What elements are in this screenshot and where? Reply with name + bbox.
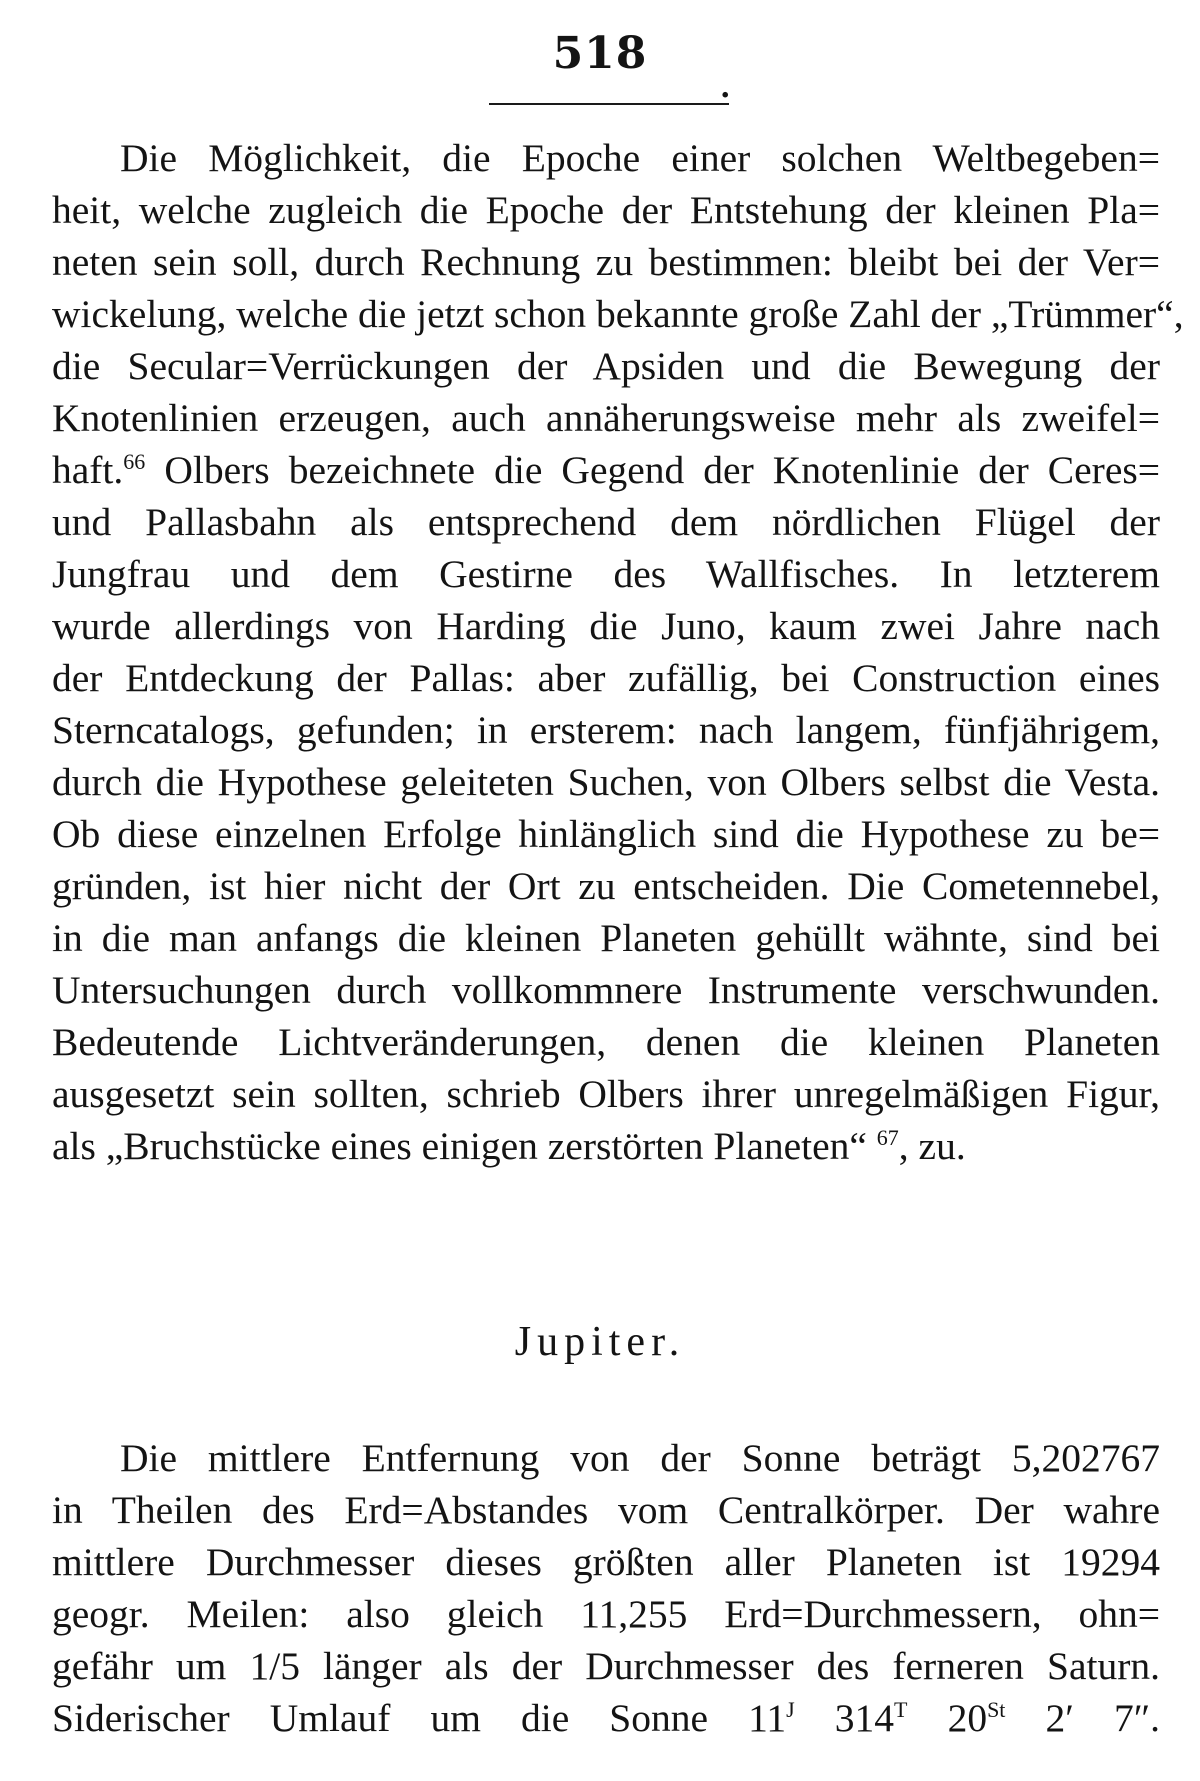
text-fragment: länger als der Durchmesser des ferneren Saturn. [323,1644,1160,1688]
text-line: mittlere Durchmesser dieses größten aller Planeten ist 19294 [52,1540,1160,1584]
footnote-ref-67: 67 [876,1124,899,1150]
orbit-hours: 20 [947,1696,988,1740]
text-fragment: Olbers bezeichnete die Gegend der Knotenlinie der Ceres= [164,448,1160,492]
text-fragment: als „Bruchstücke eines einigen zerstörten Planeten“ [52,1124,867,1168]
header-rule [489,103,729,105]
text-line-with-footnote [52,1118,1160,1174]
text-line: der Entdeckung der Pallas: aber zufällig, bei Construction eines [52,656,1160,700]
orbit-years-unit: J [786,1696,795,1722]
text-line: durch die Hypothese geleiteten Suchen, von Olbers selbst die Vesta. [52,760,1160,804]
page-number: 518 [552,28,648,79]
footnote-ref-66: 66 [123,448,146,474]
fraction: 1/5 [249,1644,300,1688]
text-line: in Theilen des Erd=Abstandes vom Centralkörper. Der wahre [52,1488,1160,1532]
text-line: geogr. Meilen: also gleich 11,255 Erd=Durchmessern, ohn= [52,1592,1160,1636]
section-heading: Jupiter. [514,1319,686,1365]
text-line: gründen, ist hier nicht der Ort zu entscheiden. Die Cometennebel, [52,864,1160,908]
text-fragment: , zu. [898,1124,966,1168]
text-line: Ob diese einzelnen Erfolge hinlänglich sind die Hypothese zu be= [52,812,1160,856]
text-line: wickelung, welche die jetzt schon bekannte große Zahl der „Trümmer“, [52,292,1184,336]
text-line: Sterncatalogs, gefunden; in ersterem: nach langem, fünfjährigem, [52,708,1160,752]
text-fragment: Siderischer Umlauf um die Sonne [52,1696,709,1740]
text-line: Die mittlere Entfernung von der Sonne beträgt 5,202767 [120,1436,1160,1480]
orbit-years: 11 [748,1696,787,1740]
text-line: heit, welche zugleich die Epoche der Entstehung der kleinen Pla= [52,188,1160,232]
text-line: Die Möglichkeit, die Epoche einer solchen Weltbegeben= [120,136,1160,180]
orbit-days: 314 [834,1696,895,1740]
text-line: wurde allerdings von Harding die Juno, kaum zwei Jahre nach [52,604,1160,648]
text-line-orbit [52,1690,1160,1746]
text-line: Bedeutende Lichtveränderungen, denen die kleinen Planeten [52,1020,1160,1064]
text-line-with-fraction [52,1638,1160,1694]
text-line: Untersuchungen durch vollkommnere Instrumente verschwunden. [52,968,1160,1012]
text-line: ausgesetzt sein sollten, schrieb Olbers ihrer unregelmäßigen Figur, [52,1072,1160,1116]
orbit-hours-unit: St [987,1696,1006,1722]
orbit-minutes: 2′ [1045,1696,1074,1740]
text-line: in die man anfangs die kleinen Planeten gehüllt wähnte, sind bei [52,916,1160,960]
orbit-days-unit: T [894,1696,908,1722]
text-line-with-footnote [52,442,1160,498]
text-line: neten sein soll, durch Rechnung zu bestimmen: bleibt bei der Ver= [52,240,1160,284]
text-fragment: gefähr um [52,1644,227,1688]
orbit-seconds: 7″. [1113,1696,1161,1740]
text-line: und Pallasbahn als entsprechend dem nördlichen Flügel der [52,500,1160,544]
text-line: die Secular=Verrückungen der Apsiden und die Bewegung der [52,344,1160,388]
text-line: Knotenlinien erzeugen, auch annäherungsweise mehr als zweifel= [52,396,1160,440]
printer-mark: . [720,70,731,105]
text-line: Jungfrau und dem Gestirne des Wallfisches. In letzterem [52,552,1160,596]
text-fragment: haft. [52,448,124,492]
